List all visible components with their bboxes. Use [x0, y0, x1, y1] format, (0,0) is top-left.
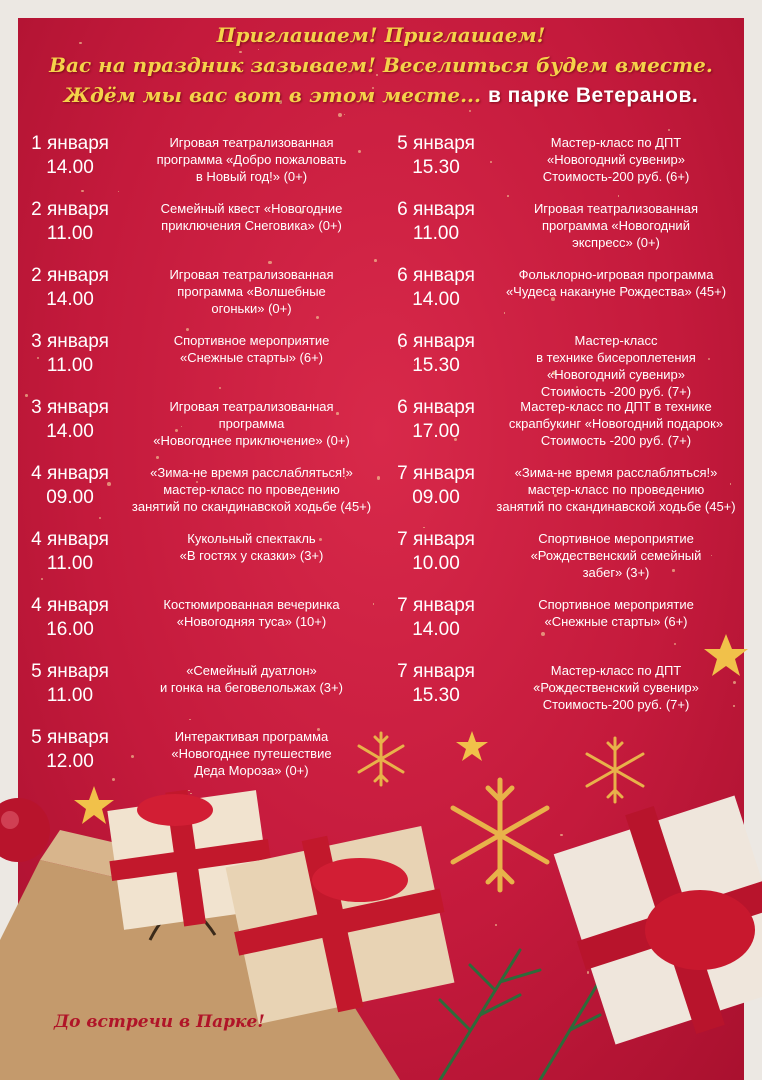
event-date: 1 января: [31, 133, 109, 154]
event-description-line: «В гостях у сказки» (3+): [179, 548, 324, 563]
event-description: [119, 332, 384, 366]
event-description-line: Спортивное мероприятие: [538, 597, 694, 612]
event-description: [119, 530, 384, 564]
sparkle-dot: [189, 719, 190, 720]
sparkle-dot: [81, 190, 83, 192]
event-description-line: Мастер-класс: [574, 333, 658, 348]
event-time: 11.00: [46, 223, 94, 244]
event-description-line: Мастер-класс по ДПТ в технике: [520, 399, 712, 414]
event-time: 11.00: [46, 553, 94, 574]
event-time: 16.00: [46, 619, 94, 640]
event-description-line: в Новый год!» (0+): [195, 169, 308, 184]
event-description: [485, 200, 747, 251]
event-description-line: Спортивное мероприятие: [538, 531, 694, 546]
event-description-line: Интерактивая программа: [174, 729, 329, 744]
event-description-line: забег» (3+): [582, 565, 650, 580]
sparkle-dot: [674, 643, 676, 645]
event-date: 6 января: [397, 199, 475, 220]
event-time: 11.00: [412, 223, 460, 244]
event-description-line: «Новогоднее приключение» (0+): [153, 433, 350, 448]
event-description-line: Игровая театрализованная: [169, 399, 334, 414]
event-description: [485, 464, 747, 515]
sparkle-dot: [118, 191, 119, 192]
event-date: 4 января: [31, 595, 109, 616]
event-time: 14.00: [412, 289, 460, 310]
event-date: 7 января: [397, 595, 475, 616]
sparkle-dot: [186, 328, 189, 331]
event-time: 10.00: [412, 553, 460, 574]
event-description-line: «Новогоднее путешествие: [171, 746, 332, 761]
event-time: 15.30: [412, 157, 460, 178]
event-date: 3 января: [31, 331, 109, 352]
event-description: [119, 266, 384, 317]
event-description-line: в технике бисероплетения: [536, 350, 696, 365]
event-date: 7 января: [397, 529, 475, 550]
star-icon: [455, 730, 489, 764]
event-description-line: Мастер-класс по ДПТ: [550, 135, 682, 150]
event-description-line: огоньки» (0+): [211, 301, 292, 316]
event-description-line: «Рождественский сувенир»: [533, 680, 699, 695]
event-description-line: Мастер-класс по ДПТ: [550, 663, 682, 678]
top-border: [0, 0, 762, 18]
event-description-line: «Новогодний сувенир»: [546, 367, 686, 382]
event-time: 11.00: [46, 685, 94, 706]
header-line-3: [18, 80, 744, 111]
event-date: 3 января: [31, 397, 109, 418]
event-description: [119, 464, 384, 515]
event-description: [485, 530, 747, 581]
event-time: 14.00: [412, 619, 460, 640]
event-description-line: Кукольный спектакль: [187, 531, 316, 546]
event-description: [119, 662, 384, 696]
event-description: [119, 134, 384, 185]
event-date: 7 января: [397, 661, 475, 682]
event-date: 7 января: [397, 463, 475, 484]
sparkle-dot: [344, 114, 345, 115]
event-date: 4 января: [31, 463, 109, 484]
event-date: 5 января: [31, 661, 109, 682]
event-time: 14.00: [46, 157, 94, 178]
event-time: 14.00: [46, 421, 94, 442]
event-time: 15.30: [412, 685, 460, 706]
event-date: 2 января: [31, 199, 109, 220]
event-description-line: Спортивное мероприятие: [173, 333, 330, 348]
gifts-illustration: [0, 770, 762, 1080]
event-description-line: Стоимость-200 руб. (7+): [542, 697, 690, 712]
event-description: [119, 200, 384, 234]
sparkle-dot: [541, 632, 545, 636]
event-description-line: «Снежные старты» (6+): [544, 614, 688, 629]
event-date: 5 января: [31, 727, 109, 748]
event-description-line: программа «Добро пожаловать: [156, 152, 347, 167]
event-description-line: Стоимость-200 руб. (6+): [542, 169, 690, 184]
event-description-line: «Снежные старты» (6+): [179, 350, 324, 365]
event-description-line: «Семейный дуатлон»: [186, 663, 317, 678]
sparkle-dot: [338, 113, 342, 117]
event-time: 12.00: [46, 751, 94, 772]
poster-header: [18, 20, 744, 111]
sparkle-dot: [374, 259, 377, 262]
event-description-line: приключения Снеговика» (0+): [161, 218, 342, 233]
event-date: 4 января: [31, 529, 109, 550]
event-date: 5 января: [397, 133, 475, 154]
event-time: 09.00: [412, 487, 460, 508]
event-description: [485, 596, 747, 630]
event-time: 17.00: [412, 421, 460, 442]
park-name: в парке Ветеранов.: [487, 84, 699, 107]
event-time: 11.00: [46, 355, 94, 376]
event-description-line: Стоимость -200 руб. (7+): [540, 384, 692, 399]
event-description-line: «Зима-не время расслабляться!»: [514, 465, 718, 480]
event-date: 6 января: [397, 265, 475, 286]
event-description-line: Игровая театрализованная: [169, 135, 334, 150]
event-description: [119, 398, 384, 449]
event-description-line: Костюмированная вечеринка: [163, 597, 340, 612]
event-description: [485, 134, 747, 185]
event-time: 14.00: [46, 289, 94, 310]
sparkle-dot: [618, 195, 619, 196]
event-description-line: Деда Мороза» (0+): [194, 763, 309, 778]
event-description-line: программа «Новогодний: [542, 218, 690, 233]
event-time: 09.00: [46, 487, 94, 508]
event-description-line: занятий по скандинавской ходьбе (45+): [131, 499, 372, 514]
event-description: [485, 398, 747, 449]
event-description-line: экспресс» (0+): [572, 235, 660, 250]
event-description-line: программа «Волшебные: [177, 284, 326, 299]
event-description-line: Семейный квест «Новогодние: [160, 201, 343, 216]
event-description-line: Фольклорно-игровая программа: [518, 267, 714, 282]
sparkle-dot: [99, 517, 101, 519]
event-description-line: Игровая театрализованная: [169, 267, 334, 282]
footer-text: До встречи в Парке!: [54, 1012, 265, 1032]
event-date: 6 января: [397, 331, 475, 352]
event-description: [485, 266, 747, 300]
event-description-line: «Новогодняя туса» (10+): [176, 614, 327, 629]
sparkle-dot: [156, 456, 159, 459]
event-description-line: «Рождественский семейный: [530, 548, 702, 563]
event-date: 2 января: [31, 265, 109, 286]
event-time: 15.30: [412, 355, 460, 376]
header-line-2: Вас на праздник зазываем! Веселиться будем вместе.: [49, 53, 713, 77]
event-description-line: и гонка на беговелольжах (3+): [160, 680, 343, 695]
event-description-line: «Новогодний сувенир»: [546, 152, 686, 167]
sparkle-dot: [507, 195, 509, 197]
event-description: [485, 332, 747, 400]
event-description-line: мастер-класс по проведению: [163, 482, 340, 497]
event-description-line: программа: [218, 416, 285, 431]
sparkle-dot: [219, 387, 221, 389]
header-line-3-text: Ждём мы вас вот в этом месте...: [63, 83, 481, 107]
event-description-line: скрапбукинг «Новогодний подарок»: [508, 416, 724, 431]
header-line-1: Приглашаем! Приглашаем!: [216, 23, 546, 47]
sparkle-dot: [504, 312, 506, 314]
event-description-line: занятий по скандинавской ходьбе (45+): [496, 499, 736, 514]
sparkle-dot: [668, 129, 670, 131]
star-icon: [702, 632, 750, 680]
event-description: [119, 596, 384, 630]
sparkle-dot: [268, 261, 271, 264]
event-description-line: «Зима-не время расслабляться!»: [150, 465, 353, 480]
event-description-line: «Чудеса накануне Рождества» (45+): [505, 284, 727, 299]
event-description-line: мастер-класс по проведению: [527, 482, 705, 497]
event-description-line: Стоимость -200 руб. (7+): [540, 433, 692, 448]
event-date: 6 января: [397, 397, 475, 418]
event-description-line: Игровая театрализованная: [533, 201, 699, 216]
sparkle-dot: [41, 578, 43, 580]
